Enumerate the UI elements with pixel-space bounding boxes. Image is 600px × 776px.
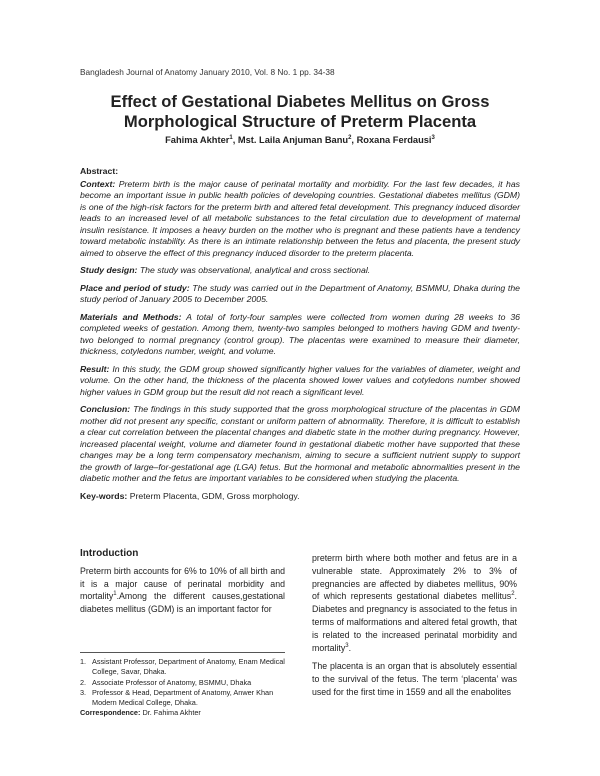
intro-left-column (80, 548, 285, 622)
footnote: 2. Associate Professor of Anatomy, BSMMU, Dhaka (80, 677, 252, 687)
intro-right-column (312, 552, 517, 705)
footnote: 1. Assistant Professor, Department of Anatomy, Enam Medical College, Savar, Dhaka. (80, 657, 285, 677)
author: Mst. Laila Anjuman Banu$^2$, (237, 134, 357, 145)
footnote-divider (80, 652, 285, 653)
footnote: 3. Professor & Head, Department of Anatomy, Anwer Khan Modern Medical College, Dhaka. (80, 687, 274, 708)
author-list (60, 135, 540, 145)
author: Fahima Akhter$^1$, (165, 134, 238, 145)
intro-paragraph-1-cont: preterm birth where both mother and fetus are in a vulnerable state. Approximately 2% to 3% of pregnancies are affected by diabetes mellitus, 90% of which represents gestational diabetes mellitus$^2$. Diabetes and pregnancy is associated to the fetus in terms of malformations and altered fetal growth, that is related to the increased perinatal morbidity and mortality$^3$. (312, 553, 517, 653)
title-line-1: Effect of Gestational Diabetes Mellitus on Gross (110, 92, 490, 111)
abstract-conclusion: Conclusion: The findings in this study supported that the gross morphological structure of the placentas in GDM mother did not present any specific, constant or uniform pattern of abnormality. Therefore, it is difficult to establish a clear cut correlation between the placental changes and diabetic state in the mother during pregnancy. However, increased placental weight, volume and diameter found in gestational diabetic mother have supported that these changes may be a long term compensatory mechanism, aiming to secure a sufficient nutrient supply to support the growth of large–for-gestational age (LGA) fetus. But the hormonal and metabolic abnormalities present in the diabetic mother and the fetus are important variables to be considered when studying the placenta. (80, 404, 520, 483)
abstract-study-design: Study design: The study was observational, analytical and cross sectional. (80, 265, 371, 275)
introduction-heading: Introduction (80, 548, 139, 559)
abstract-methods: Materials and Methods: A total of forty-four samples were collected from women during 28 weeks to 36 completed weeks of gestation. Among them, twenty-two samples belonged to mothers having GDM and twenty-two belonged to normal pregnancy (control group). The placentas were examined to measure their diameter, thickness, cotyledons number, weight, and volume. (80, 311, 520, 356)
correspondence: Correspondence: Dr. Fahima Akhter (80, 708, 201, 718)
abstract-heading: Abstract: (80, 166, 119, 176)
abstract-place-period: Place and period of study: The study was carried out in the Department of Anatomy, BSMMU, Dhaka during the study period of January 2005 to December 2005. (80, 282, 520, 304)
abstract-context: Context: Preterm birth is the major cause of perinatal mortality and morbidity. For the last few decades, it has become an important issue in public health policies of developing countries. Gestational diabetes mellitus (GDM) is one of the high-risk factors for the preterm birth and altered fetal development. This pregnancy induced disorder leads to an increased level of all metabolic substances to the fetal circulation due to development of maternal insulin resistance. It imposes a heavy burden on the mother who is pregnant and these patients have a tendency toward metabolic instability. As there is an intimate relationship between the fetus and placenta, the present study aimed to observe the effect of this pregnancy induced disorder to the preterm placenta. (80, 178, 520, 258)
paper-title (60, 92, 540, 132)
journal-citation: Bangladesh Journal of Anatomy January 2010, Vol. 8 No. 1 pp. 34-38 (80, 67, 335, 77)
title-line-2: Morphological Structure of Preterm Placenta (123, 112, 477, 131)
intro-paragraph-1: Preterm birth accounts for 6% to 10% of all birth and it is a major cause of perinatal morbidity and mortality$^1$.Among the different causes,gestational diabetes mellitus (GDM) is an important factor for (80, 565, 285, 615)
footnotes (80, 657, 285, 719)
author: Roxana Ferdausi$^3$ (356, 134, 435, 145)
abstract-section (80, 166, 520, 508)
keywords: Key-words: Preterm Placenta, GDM, Gross morphology. (80, 490, 300, 501)
intro-paragraph-2: The placenta is an organ that is absolutely essential to the survival of the fetus. The term ‘placenta’ was used for the first time in 1559 and all the enabolites (312, 661, 517, 697)
abstract-result: Result: In this study, the GDM group showed significantly higher values for the variables of diameter, weight and volume. On the other hand, the thickness of the placenta showed lower values and cotyledons number showed higher values in GDM group but the result did not reach a significant level. (80, 363, 520, 397)
